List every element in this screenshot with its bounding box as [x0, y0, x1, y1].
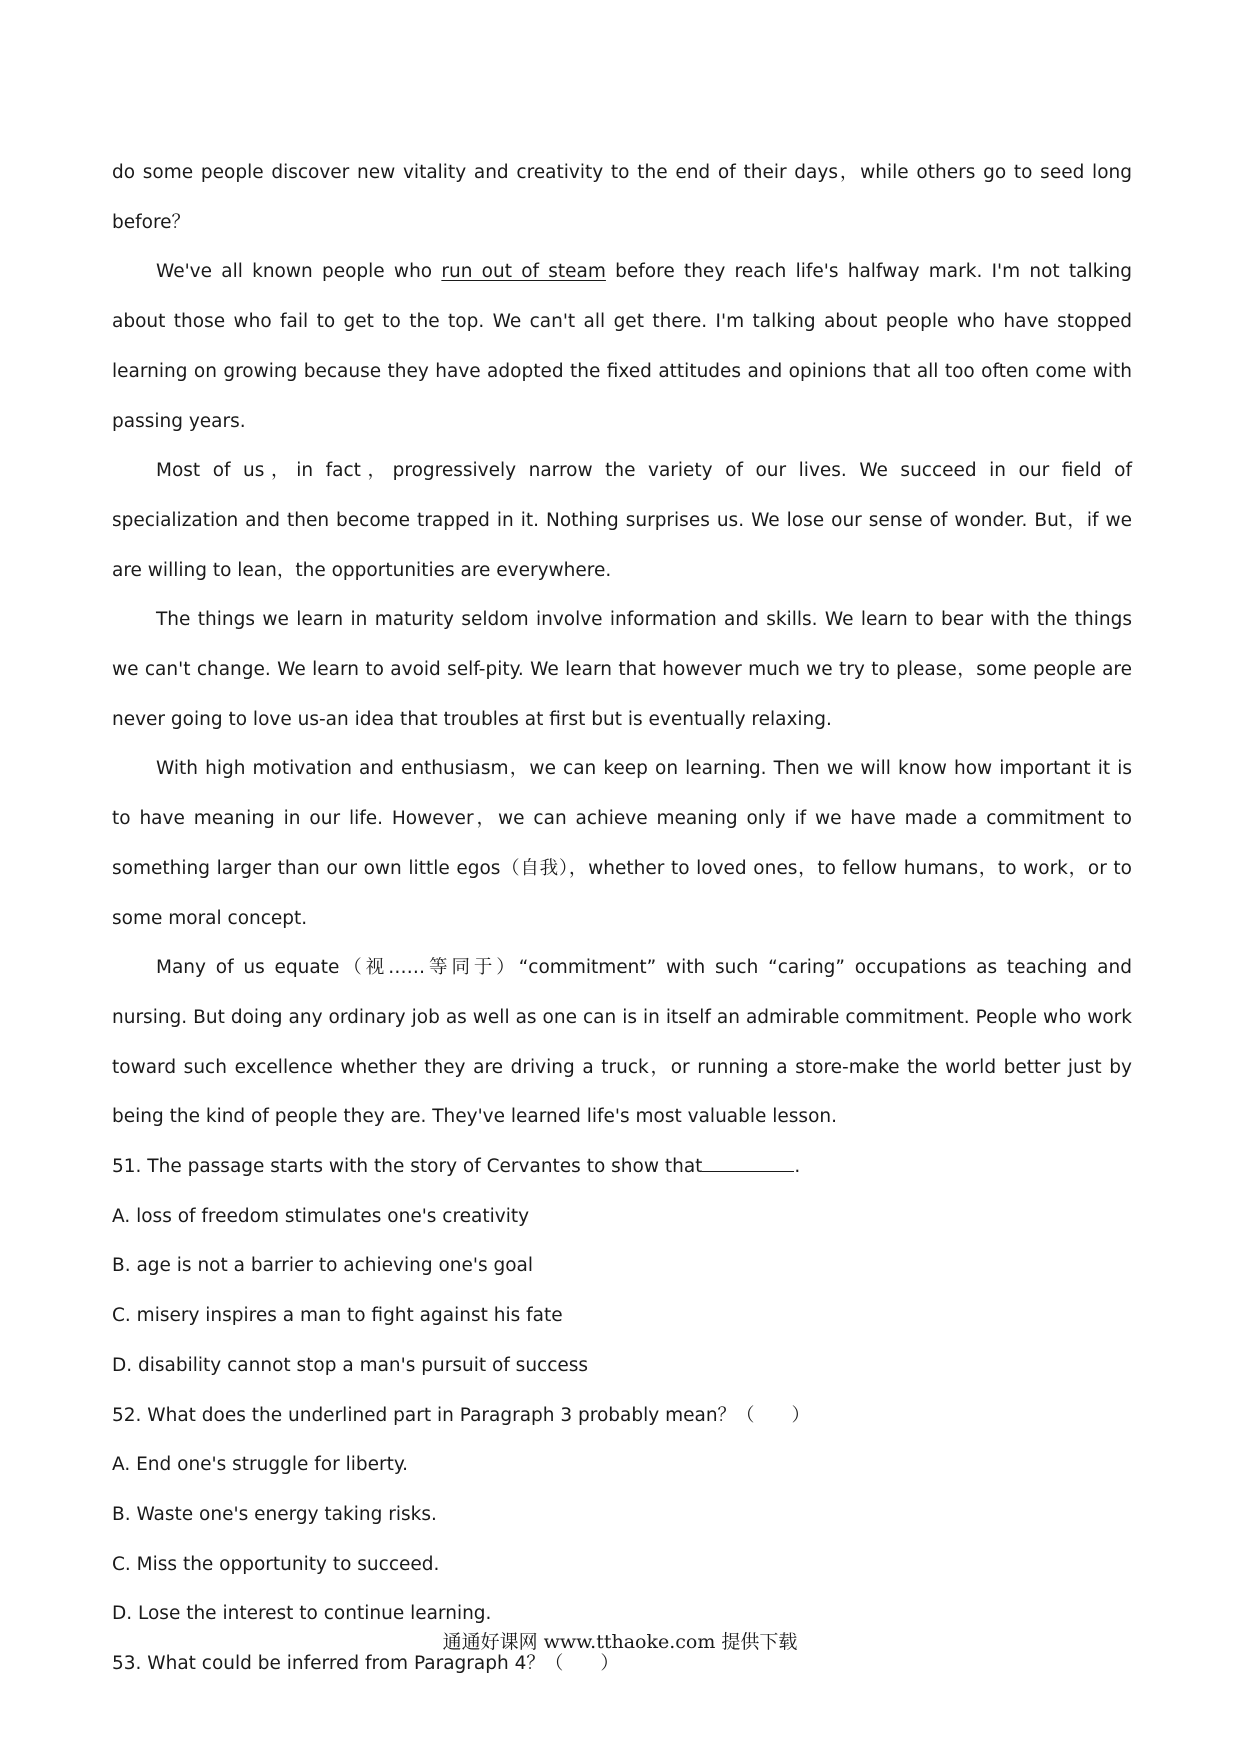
question-end: .: [794, 1156, 801, 1178]
document-body: [112, 148, 1132, 1689]
underlined-phrase: run out of steam: [441, 261, 606, 283]
question-53-stem: 53. What could be inferred from Paragraph 4？（ ）: [112, 1653, 619, 1675]
passage-paragraph-6: With high motivation and enthusiasm，we can keep on learning. Then we will know how important it is to have meaning in our life. However，we can achieve meaning only if we have made a commitment to something larger than our own little egos（自我），whether to loved ones，to fellow humans，to work，or to some moral concept.: [112, 758, 1132, 929]
question-52-stem: 52. What does the underlined part in Paragraph 3 probably mean？（ ）: [112, 1404, 811, 1426]
passage-paragraph-3: [112, 247, 1132, 446]
question-51-option-c: C. misery inspires a man to fight against his fate: [112, 1305, 563, 1327]
question-51-option-b: B. age is not a barrier to achieving one's goal: [112, 1255, 534, 1277]
question-52-option-a: A. End one's struggle for liberty.: [112, 1454, 409, 1476]
question-text: 51. The passage starts with the story of Cervantes to show that: [112, 1156, 703, 1178]
question-51-option-a: A. loss of freedom stimulates one's creativity: [112, 1205, 530, 1227]
passage-continuation: do some people discover new vitality and creativity to the end of their days，while others go to seed long before？: [112, 162, 1132, 233]
page-footer: 通通好课网 www.tthaoke.com 提供下载: [442, 1631, 798, 1653]
question-52-option-c: C. Miss the opportunity to succeed.: [112, 1553, 440, 1575]
passage-paragraph-5: The things we learn in maturity seldom involve information and skills. We learn to bear with the things we can't change. We learn to avoid self-pity. We learn that however much we try to please，some people are never going to love us-an idea that troubles at first but is eventually relaxing.: [112, 609, 1132, 730]
question-52-option-d: D. Lose the interest to continue learning.: [112, 1603, 492, 1625]
question-52-option-b: B. Waste one's energy taking risks.: [112, 1503, 437, 1525]
question-51-option-d: D. disability cannot stop a man's pursuit of success: [112, 1354, 589, 1376]
paragraph-text: before they reach life's halfway mark. I'm not talking about those who fail to get to the top. We can't all get there. I'm talking about people who have stopped learning on growing because they have adopted the fixed attitudes and opinions that all too often come with passing years.: [112, 261, 1132, 432]
passage-paragraph-4: Most of us，in fact，progressively narrow the variety of our lives. We succeed in our field of specialization and then become trapped in it. Nothing surprises us. We lose our sense of wonder. But，if we are willing to lean，the opportunities are everywhere.: [112, 460, 1132, 581]
passage-paragraph-7: Many of us equate（视……等同于）“commitment” with such “caring” occupations as teaching and nursing. But doing any ordinary job as well as one can is in itself an admirable commitment. People who work toward such excellence whether they are driving a truck，or running a store-make the world better just by being the kind of people they are. They've learned life's most valuable lesson.: [112, 957, 1132, 1128]
question-51-stem: [112, 1142, 1132, 1192]
answer-blank: [702, 1153, 794, 1172]
paragraph-text: We've all known people who: [156, 261, 442, 283]
